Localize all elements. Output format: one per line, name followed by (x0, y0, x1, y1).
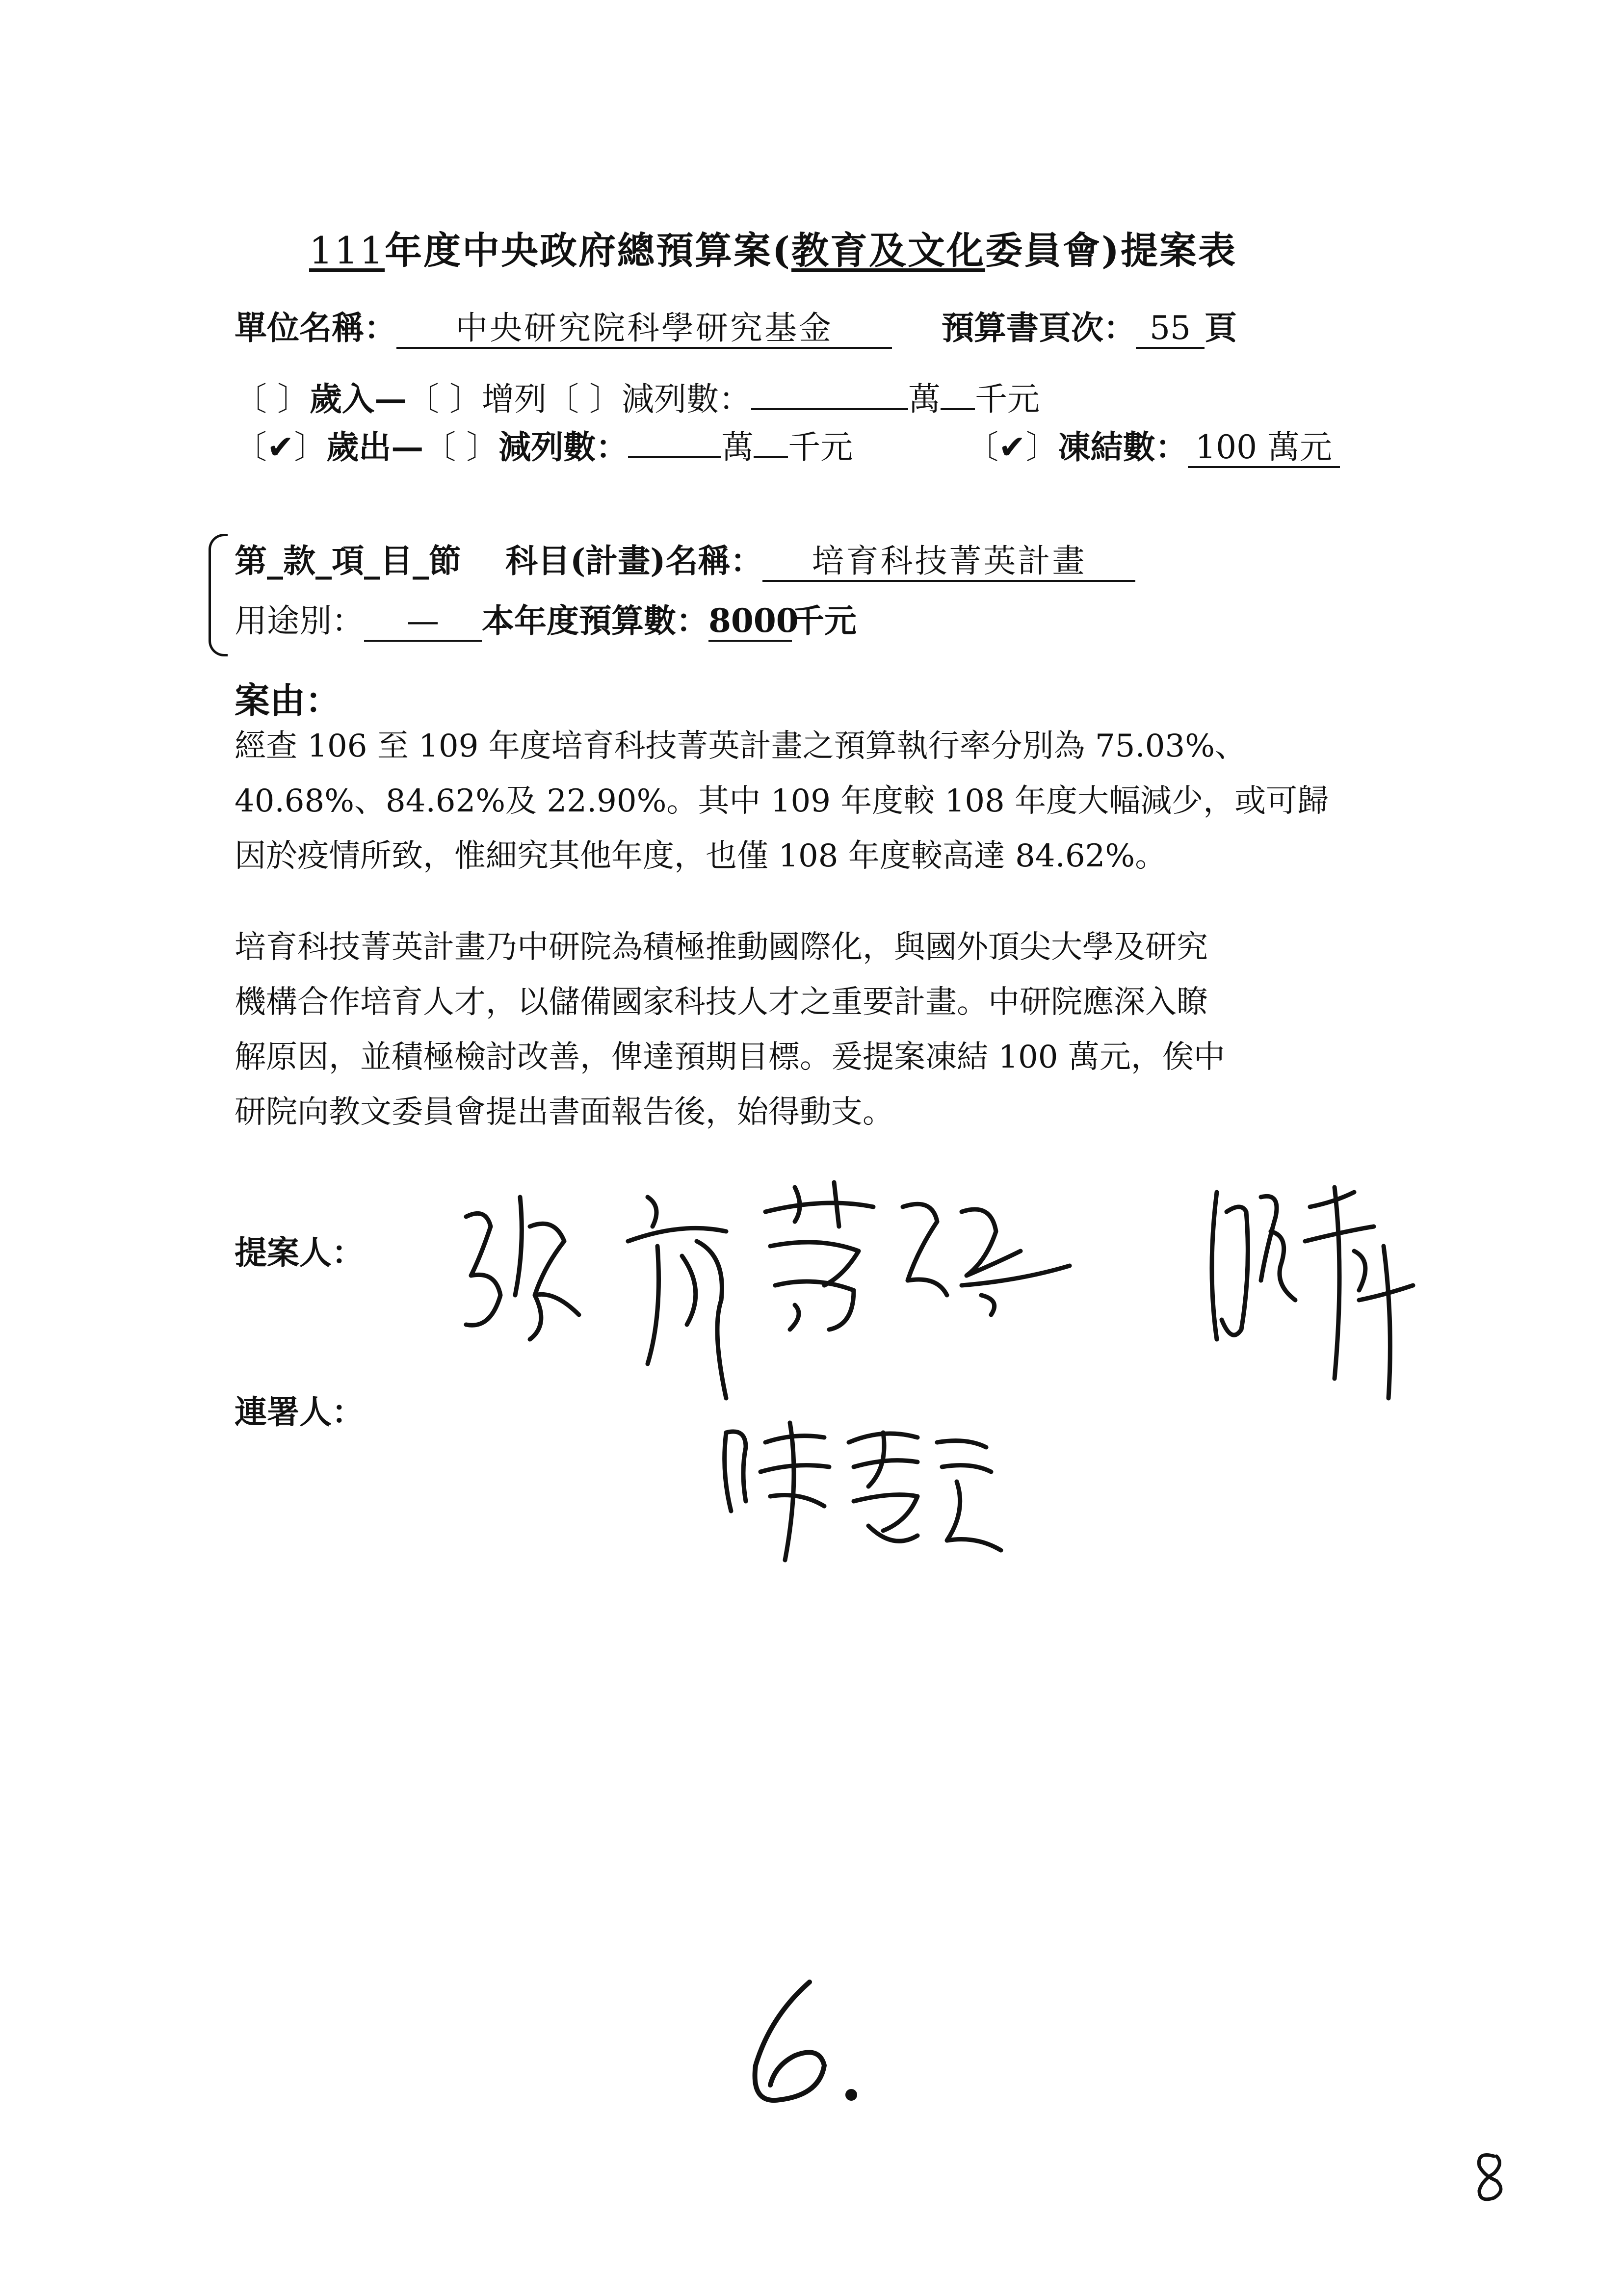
expenditure-row (235, 421, 1340, 468)
increase-label: 增列 (481, 380, 547, 418)
handwritten-number (741, 1972, 868, 2121)
unit-value: 中央研究院科學研究基金 (396, 310, 892, 349)
title-end: 委員會)提案表 (985, 229, 1237, 272)
expenditure-box-open: 〔 (235, 428, 267, 466)
revenue-checkbox: 〔 〕 (235, 380, 310, 418)
revenue-row (235, 373, 1040, 419)
revenue-label: 歲入— (309, 380, 407, 418)
revenue-decrease-label: 減列數： (621, 380, 751, 418)
budget-label: 本年度預算數： (482, 601, 708, 640)
title-committee: 教育及文化 (791, 229, 986, 272)
title-year: 111 (309, 229, 385, 272)
budget-page-value: 55 (1136, 310, 1205, 349)
cosigner-signature (711, 1413, 1006, 1572)
subject-bracket (209, 534, 228, 656)
unit-row (235, 302, 1237, 349)
freeze-box-open: 〔 (966, 428, 999, 466)
page-title (309, 221, 1237, 274)
expenditure-unit-wan: 萬 (721, 428, 754, 466)
budget-page-label: 預算書頁次： (941, 309, 1136, 347)
reason-paragraph-2: 培育科技菁英計畫乃中研院為積極推動國際化，與國外頂尖大學及研究 機構合作培育人才，以儲備國家科技人才之重要計畫。中研院應深入瞭 解原因，並積極檢討改善，俾達預期目標。爰提案凍結 100 萬元，俟中 研院向教文委員會提出書面報告後，始得動支。 (235, 929, 1225, 1130)
use-value: — (364, 602, 482, 642)
expenditure-label: 歲出— (326, 428, 424, 466)
freeze-value: 100 萬元 (1188, 429, 1340, 468)
reason-heading: 案由： (235, 679, 341, 721)
proposer-label: 提案人： (235, 1233, 364, 1272)
expenditure-decrease-blank (628, 427, 721, 458)
expenditure-unit-thousand: 千元 (788, 428, 853, 466)
subject-row (235, 535, 1135, 582)
revenue-decrease-blank (751, 379, 908, 410)
freeze-box-close: 〕 (1025, 428, 1058, 466)
budget-value: 8000 (708, 602, 792, 642)
revenue-unit-wan: 萬 (908, 380, 941, 418)
expenditure-decrease-checkbox: 〔 〕 (423, 428, 499, 466)
budget-page-suffix: 頁 (1204, 309, 1237, 347)
subject-name-value: 培育科技菁英計畫 (762, 543, 1135, 582)
expenditure-thousand-blank (754, 427, 788, 458)
expenditure-decrease-label: 減列數： (498, 428, 629, 466)
title-mid: 年度中央政府總預算案( (385, 229, 792, 272)
use-label: 用途別： (235, 602, 364, 640)
proposer2-signature (1197, 1173, 1452, 1405)
reason-paragraph-1: 經查 106 至 109 年度培育科技菁英計畫之預算執行率分別為 75.03%、 40.68%、84.62%及 22.90%。其中 109 年度較 108 年度大幅減少，或可歸 因於疫情所致，惟細究其他年度，也僅 108 年度較高達 84.62%。 (235, 728, 1329, 874)
cosigner-label: 連署人： (235, 1393, 364, 1431)
freeze-label: 凍結數： (1058, 428, 1188, 466)
proposer-signature (451, 1168, 1128, 1405)
budget-unit: 千元 (792, 601, 857, 640)
expenditure-box-close: 〕 (294, 428, 327, 466)
decrease-checkbox: 〔 〕 (546, 380, 622, 418)
handwritten-page-number (1467, 2146, 1511, 2207)
subject-name-label: 科目(計畫)名稱： (505, 542, 763, 580)
increase-checkbox: 〔 〕 (406, 380, 482, 418)
freeze-check-icon: ✔ (998, 428, 1026, 466)
use-row (235, 595, 857, 642)
revenue-unit-thousand: 千元 (974, 380, 1040, 418)
revenue-thousand-blank (941, 379, 975, 410)
unit-label: 單位名稱： (235, 309, 396, 347)
expenditure-check-icon: ✔ (267, 428, 294, 466)
subject-items: 第_款_項_目_節 (235, 542, 461, 580)
